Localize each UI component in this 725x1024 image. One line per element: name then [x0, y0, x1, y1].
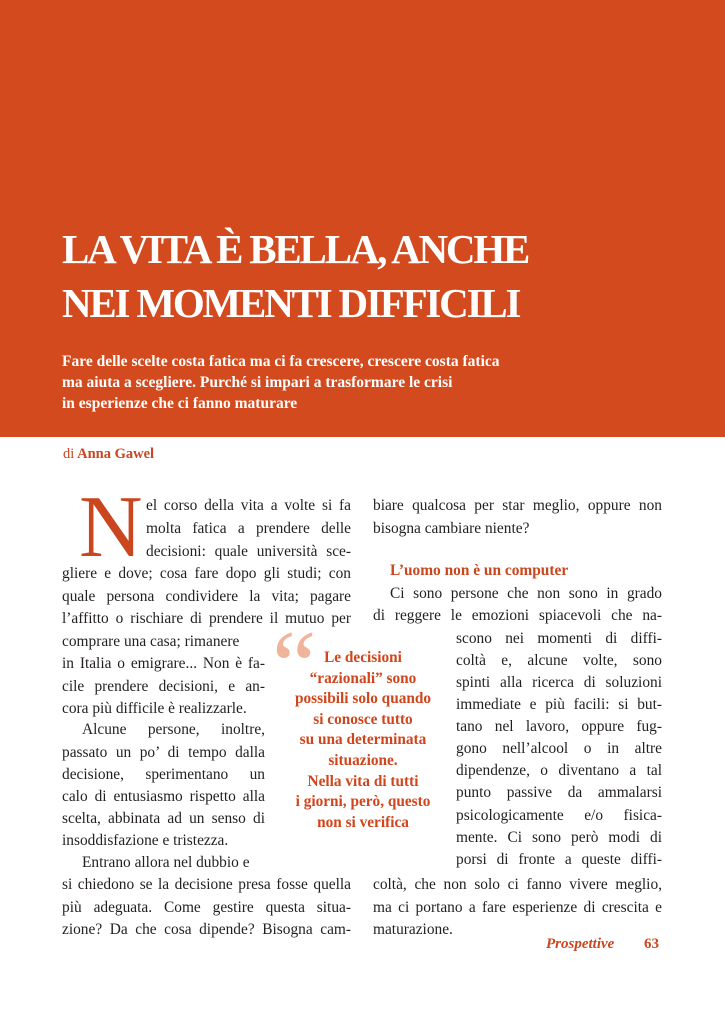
text-line: decisioni: quale università sce- — [146, 543, 351, 560]
text-line: insoddisfazione e tristezza. — [62, 832, 229, 849]
magazine-name: Prospettive — [546, 936, 615, 952]
text-line: spinti alla ricerca di soluzioni — [456, 674, 662, 691]
text-line: Alcune persone, inoltre, — [82, 721, 265, 738]
quote-mark-icon: “ — [272, 610, 317, 721]
text-line: cora più difficile è realizzarle. — [62, 700, 247, 717]
pull-quote-line: Le decisioni — [324, 649, 402, 666]
text-line: porsi di fronte a queste diffi- — [456, 851, 662, 868]
text-line: coltà, che non solo ci fanno vivere meglio, — [373, 876, 662, 893]
text-line: scelta, abbinata ad un senso di — [62, 810, 265, 827]
text-line: decisione, sperimentano un — [62, 766, 265, 783]
text-line: in Italia o emigrare... Non è fa- — [62, 655, 265, 672]
header-banner — [0, 0, 725, 437]
title-line: NEI MOMENTI DIFFICILI — [62, 280, 520, 326]
text-line: bisogna cambiare niente? — [373, 520, 530, 537]
pull-quote-line: non si verifica — [317, 813, 409, 831]
subtitle-line: in esperienze che ci fanno maturare — [62, 395, 298, 412]
text-line: comprare una casa; rimanere — [62, 633, 240, 650]
text-line: coltà e, alcune volte, sono — [456, 652, 662, 669]
text-line: maturazione. — [373, 921, 453, 938]
text-line: mente. Ci sono però modi di — [456, 829, 662, 846]
page-number: 63 — [644, 936, 659, 952]
text-line: gliere e dove; cosa fare dopo gli studi; con — [62, 565, 351, 582]
text-line: el corso della vita a volte si fa — [146, 497, 351, 514]
text-line: più adeguata. Come gestire questa situa- — [62, 899, 351, 916]
title-line: LA VITA È BELLA, ANCHE — [62, 226, 529, 272]
section-heading: L’uomo non è un computer — [390, 562, 569, 579]
pull-quote — [272, 648, 454, 833]
text-line: quale persona condividere la vita; pagare — [62, 588, 351, 605]
text-line: di reggere le emozioni spiacevoli che na- — [373, 607, 662, 624]
subtitle-line: ma aiuta a scegliere. Purché si impari a trasformare le crisi — [62, 374, 453, 391]
article-subtitle — [62, 351, 582, 414]
text-line: scono nei momenti di diffi- — [456, 630, 662, 647]
byline — [63, 446, 154, 463]
text-line: si chiedono se la decisione presa fosse quella — [62, 876, 351, 893]
text-line: zione? Da che cosa dipende? Bisogna cam- — [62, 921, 351, 938]
pull-quote-line: i giorni, però, questo — [295, 793, 431, 811]
text-line: Entrano allora nel dubbio e — [82, 854, 250, 871]
text-line: cile prendere decisioni, e an- — [62, 678, 265, 695]
subtitle-line: Fare delle scelte costa fatica ma ci fa crescere, crescere costa fatica — [62, 353, 500, 370]
drop-cap: N — [79, 479, 143, 576]
text-line: ma ci portano a fare esperienze di crescita e — [373, 899, 662, 916]
text-line: passato un po’ di tempo dalla — [62, 744, 265, 761]
text-line: molta fatica a prendere delle — [146, 520, 351, 537]
pull-quote-line: possibili solo quando — [294, 690, 432, 708]
text-line: calo di entusiasmo rispetto alla — [62, 788, 265, 805]
text-line: dipendenze, o diventano a tal — [456, 762, 662, 779]
article-title — [62, 222, 528, 330]
text-line: Ci sono persone che non sono in grado — [390, 585, 662, 602]
text-line: biare qualcosa per star meglio, oppure non — [373, 497, 662, 514]
text-line: psicologicamente e/o fisica- — [456, 807, 662, 824]
text-line: gono nell’alcool o in altre — [456, 740, 662, 757]
text-line: l’affitto o rischiare di prendere il mutuo per — [62, 610, 351, 627]
pull-quote-line: Nella vita di tutti — [307, 772, 419, 790]
text-line: punto passive da ammalarsi — [456, 784, 662, 801]
pull-quote-line: situazione. — [328, 751, 398, 769]
pull-quote-line: “razionali” sono — [309, 669, 417, 687]
byline-prefix: di — [63, 446, 75, 462]
text-line: tano nel lavoro, oppure fug- — [456, 718, 662, 735]
byline-author: Anna Gawel — [77, 446, 155, 462]
pull-quote-line: su una determinata — [299, 731, 427, 749]
text-line: immediate e più facili: si but- — [456, 696, 662, 713]
pull-quote-line: si conosce tutto — [313, 710, 413, 728]
